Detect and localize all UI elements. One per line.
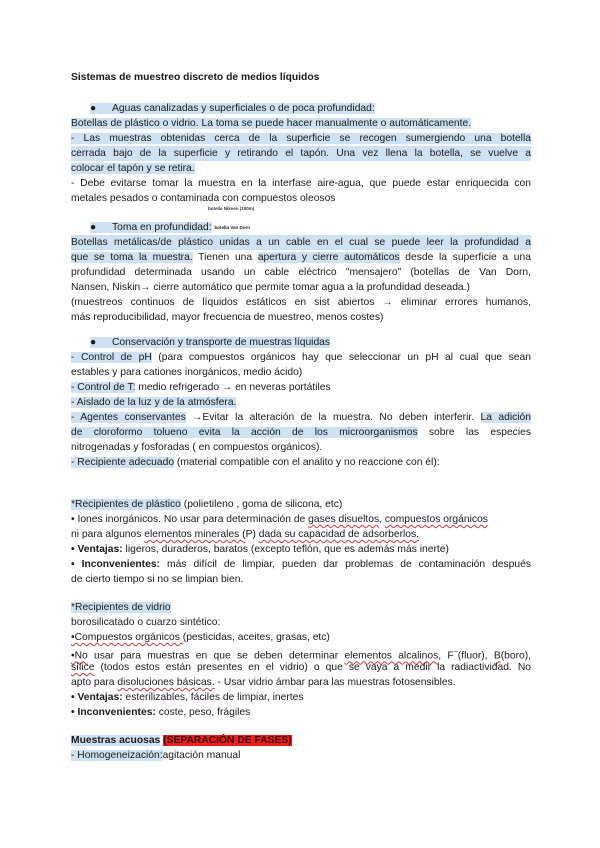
page-title: Sistemas de muestreo discreto de medios líquidos [71,72,320,83]
superscript-minus: − [453,649,458,656]
section-heading-profundidad: ● Toma en profundidad: botella Van Dorn [90,222,250,234]
text-line: • Ventajas: ligeros, duraderos, baratos (excepto teflón, que es además más inerte) [71,544,449,555]
text-line: ni para algunos elementos minerales (P) dada su capacidad de adsorberlos. [71,529,420,540]
text-line: colocar el tapón y se retira. [71,163,195,174]
subheading-plastico: *Recipientes de plástico (polietileno , goma de silicona, etc) [71,499,343,510]
text-line: estables y para cationes inorgánicos, medio ácido) [71,367,303,378]
red-tag: (SEPARACIÓN DE FASES) [163,735,292,746]
text-line: Botellas metálicas/de plástico unidas a un cable en el cual se puede leer la profundidad a [71,237,531,248]
text-line: - Aislado de la luz y de la atmósfera. [71,397,237,408]
text-line: • Inconvenientes: coste, peso, frágiles [71,707,251,718]
text-line: Nansen, Niskin→ cierre automático que permite tomar agua a la profundidad deseada.) [71,282,470,293]
text-line: Botellas de plástico o vidrio. La toma se puede hacer manualmente o automáticamente. [71,118,472,129]
text-line: • Inconvenientes: más difícil de limpiar, pueden dar problemas de contaminación después [71,559,532,570]
text-line: - Agentes conservantes →Evitar la alteración de la muestra. No deben interferir. La adición [71,412,531,423]
text-line: - Debe evitarse tomar la muestra en la interfase aire-agua, que puede estar enriquecida con [71,178,531,189]
text-line: •No usar para muestras en que se deben determinar elementos alcalinos, F−(fluor), B(boro), [71,649,532,662]
text-line: sílice (todos estos están presentes en el vidrio) o que se vaya a medir la radiactividad. No [71,662,531,673]
handwritten-note: botella Niksen (100m) [208,206,255,211]
text-line: - Homogeneización:agitación manual [71,750,241,761]
bullet-icon: ● [90,337,97,348]
text-line: - Recipiente adecuado (material compatible con el analito y no reaccione con él): [71,457,440,468]
text-line: cerrada bajo de la superficie y retirando el tapón. Una vez llena la botella, se vuelve a [71,148,531,159]
subheading-vidrio: *Recipientes de vidrio [71,602,171,613]
bullet-icon: ● [90,103,97,114]
text-line: - Las muestras obtenidas cerca de la superficie se recogen sumergiendo una botella [71,133,531,144]
section-heading-aguas: ● Aguas canalizadas y superficiales o de poca profundidad: [90,103,375,114]
text-line: •Compuestos orgánicos (pesticidas, aceites, grasas, etc) [71,632,330,643]
text-line: más reproducibilidad, mayor frecuencia de muestreo, menos costes) [71,312,384,323]
text-line: • Iones inorgánicos. No usar para determinación de gases disueltos, compuestos orgánicos [71,514,488,525]
text-line: profundidad determinada usando un cable eléctrico "mensajero" (botellas de Van Dorn, [71,267,531,278]
text-line: (muestreos continuos de líquidos estáticos en sist abiertos → eliminar errores humanos, [71,297,531,308]
text-line: apto para disoluciones básicas. - Usar vidrio ámbar para las muestras fotosensibles. [71,677,456,688]
text-line: • Ventajas: esterilizables, fáciles de limpiar, inertes [71,692,304,703]
bullet-icon: ● [90,222,97,234]
text-line: de cloroformo tolueno evita la acción de los microorganismos sobre las especies [71,427,531,438]
section-heading-muestras-acuosas: Muestras acuosas (SEPARACIÓN DE FASES) [71,735,292,746]
text-line: metales pesados o contaminada con compuestos oleosos [71,193,336,204]
text-line: que se toma la muestra. Tienen una apertura y cierre automáticos desde la superficie a una [71,252,531,263]
section-heading-conservacion: ● Conservación y transporte de muestras líquidas [90,337,331,348]
text-line: de cierto tiempo si no se limpian bien. [71,574,244,585]
text-line: - Control de T: medio refrigerado → en neveras portátiles [71,382,331,393]
text-line: nitrogenadas y fosforadas ( en compuestos orgánicos). [71,442,323,453]
text-line: - Control de pH (para compuestos orgánicos hay que seleccionar un pH al cual que sean [71,352,531,363]
text-line: borosilicatado o cuarzo sintético: [71,617,221,628]
